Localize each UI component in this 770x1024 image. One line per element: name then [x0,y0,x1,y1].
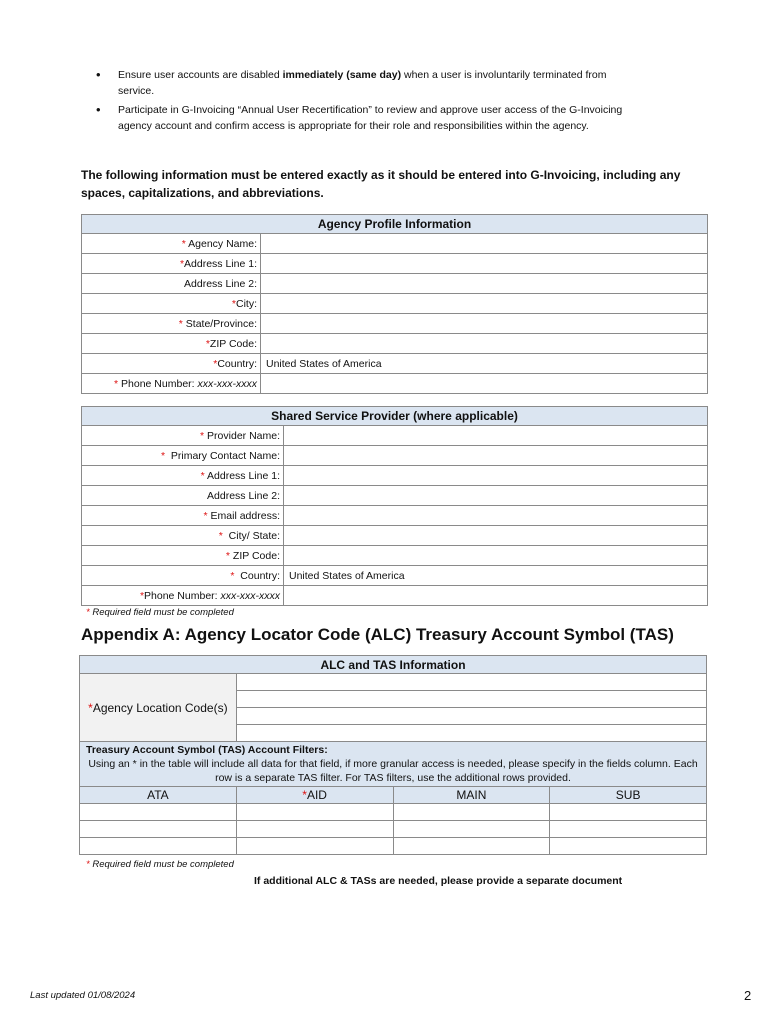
form-row [82,506,708,526]
field-value-input[interactable] [284,586,708,606]
tas-cell[interactable] [393,838,550,855]
tas-filter-text: Using an * in the table will include all data for that field, if more granular access is needed, please specify in the fields column. Each row is a separate TAS filter. For TAS filters, use the additional rows provided. [88,758,698,784]
bullet-item [96,67,636,99]
tas-cell[interactable] [550,838,707,855]
bullet-text: Participate in G-Invoicing “Annual User Recertification” to review and approve user access of the G-Invoicing agency account and confirm access is appropriate for their role and responsibilities within the agency. [118,104,623,132]
field-label [82,354,261,374]
tas-cell[interactable] [550,821,707,838]
form-row [82,254,708,274]
tas-cell[interactable] [80,838,237,855]
form-row [82,446,708,466]
field-label-text: Email address: [207,509,280,522]
field-label [82,374,261,394]
field-label-text: Primary Contact Name: [165,449,280,462]
field-label [82,294,261,314]
field-label-text: State/Province: [182,317,257,330]
required-star: * [178,317,183,330]
phone-format-hint: xxx-xxx-xxxx [197,377,257,390]
field-label [82,526,284,546]
required-star: * [200,429,205,442]
column-header-main: MAIN [393,787,550,804]
required-star: * [114,377,119,390]
phone-format-hint: xxx-xxx-xxxx [220,589,280,602]
form-row [82,334,708,354]
field-label-text: Address Line 1: [184,257,257,270]
field-label [82,486,284,506]
field-label-text: Country: [234,569,280,582]
field-value-input[interactable] [261,274,708,294]
agency-profile-title: Agency Profile Information [82,215,708,234]
additional-note: If additional ALC & TASs are needed, please provide a separate document [254,875,623,887]
form-row [82,274,708,294]
last-updated: Last updated 01/08/2024 [30,990,136,1001]
form-row [82,466,708,486]
required-star: * [213,357,218,370]
bullet-bold-text: immediately (same day) [282,69,402,81]
field-value-input[interactable] [284,546,708,566]
bullet-item [96,102,636,134]
field-label-text: Phone Number: [144,589,221,602]
field-value-input[interactable] [284,506,708,526]
form-row [82,354,708,374]
field-value-input[interactable] [261,374,708,394]
alc-label-cell [80,674,237,742]
field-label [82,274,261,294]
field-label-text: City: [236,297,257,310]
field-label [82,314,261,334]
required-star: * [230,569,235,582]
form-row [82,566,708,586]
tas-cell[interactable] [80,804,237,821]
bullet-icon: • [96,102,101,117]
required-star: * [203,509,208,522]
field-value-input[interactable] [261,314,708,334]
field-label [82,334,261,354]
field-label-text: Country: [217,357,257,370]
bullet-list [96,67,636,137]
alc-input[interactable] [236,691,706,708]
tas-filter-info [80,742,707,787]
field-label [82,426,284,446]
required-star: * [160,449,166,462]
field-label-text: ZIP Code: [230,549,280,562]
tas-cell[interactable] [236,804,393,821]
required-star: * [231,297,236,310]
shared-service-provider-table [81,406,708,606]
required-star: * [225,549,230,562]
field-label-text: Phone Number: [118,377,198,390]
field-label-text: Address Line 2: [207,489,280,502]
required-field-note: * Required field must be completed [86,607,234,618]
bullet-text: Ensure user accounts are disabled [118,69,283,81]
field-label [82,234,261,254]
bullet-text: when a user is involuntarily terminated from service. [118,69,607,97]
field-label [82,254,261,274]
field-value-input[interactable] [284,486,708,506]
column-header-aid: *AID [236,787,393,804]
field-label-text: Agency Name: [185,237,257,250]
field-value-input[interactable] [261,294,708,314]
alc-tas-title: ALC and TAS Information [80,656,707,674]
required-star: * [205,337,210,350]
shared-service-title: Shared Service Provider (where applicable) [82,407,708,426]
field-label-text: ZIP Code: [209,337,257,350]
field-value-input[interactable] [261,234,708,254]
required-star: * [88,700,93,715]
field-value-input[interactable] [284,426,708,446]
alc-input[interactable] [236,725,706,742]
field-value-input[interactable] [261,254,708,274]
form-row [82,294,708,314]
form-row [82,526,708,546]
tas-cell[interactable] [393,821,550,838]
form-row [82,426,708,446]
field-label-text: Address Line 1: [204,469,280,482]
tas-cell[interactable] [80,821,237,838]
tas-cell[interactable] [393,804,550,821]
required-field-note: * Required field must be completed [86,859,234,870]
field-label [82,566,284,586]
field-value-input[interactable] [261,334,708,354]
field-label-text: Provider Name: [204,429,280,442]
form-row [82,374,708,394]
alc-input[interactable] [236,674,706,691]
agency-profile-table [81,214,708,394]
field-label [82,586,284,606]
form-row [82,234,708,254]
alc-input[interactable] [236,708,706,725]
instruction-text: The following information must be entered exactly as it should be entered into G-Invoicing, including any spaces, capitalizations, and abbreviations. [81,168,681,200]
required-star: * [181,237,186,250]
field-label-text: City/ State: [222,529,280,542]
form-row [82,546,708,566]
field-label [82,546,284,566]
field-label [82,466,284,486]
column-header-ata: ATA [80,787,237,804]
page-number: 2 [744,988,752,1003]
tas-cell[interactable] [236,838,393,855]
field-label [82,446,284,466]
alc-label: Agency Location Code(s) [92,700,228,715]
field-value-input[interactable] [284,446,708,466]
required-star: * [139,589,145,602]
field-value-input[interactable]: United States of America [284,566,708,586]
required-star: * [179,257,185,270]
form-row [82,486,708,506]
form-row [82,314,708,334]
alc-tas-table [79,655,707,855]
field-value-input[interactable] [284,466,708,486]
tas-filter-title: Treasury Account Symbol (TAS) Account Filters: [86,744,328,756]
required-star: * [200,469,205,482]
field-label-text: Address Line 2: [184,277,257,290]
appendix-title: Appendix A: Agency Locator Code (ALC) Treasury Account Symbol (TAS) [81,625,674,644]
required-star: * [218,529,223,542]
form-row [82,586,708,606]
field-value-input[interactable]: United States of America [261,354,708,374]
tas-cell[interactable] [550,804,707,821]
bullet-icon: • [96,67,101,82]
field-value-input[interactable] [284,526,708,546]
tas-cell[interactable] [236,821,393,838]
column-header-sub: SUB [550,787,707,804]
field-label [82,506,284,526]
